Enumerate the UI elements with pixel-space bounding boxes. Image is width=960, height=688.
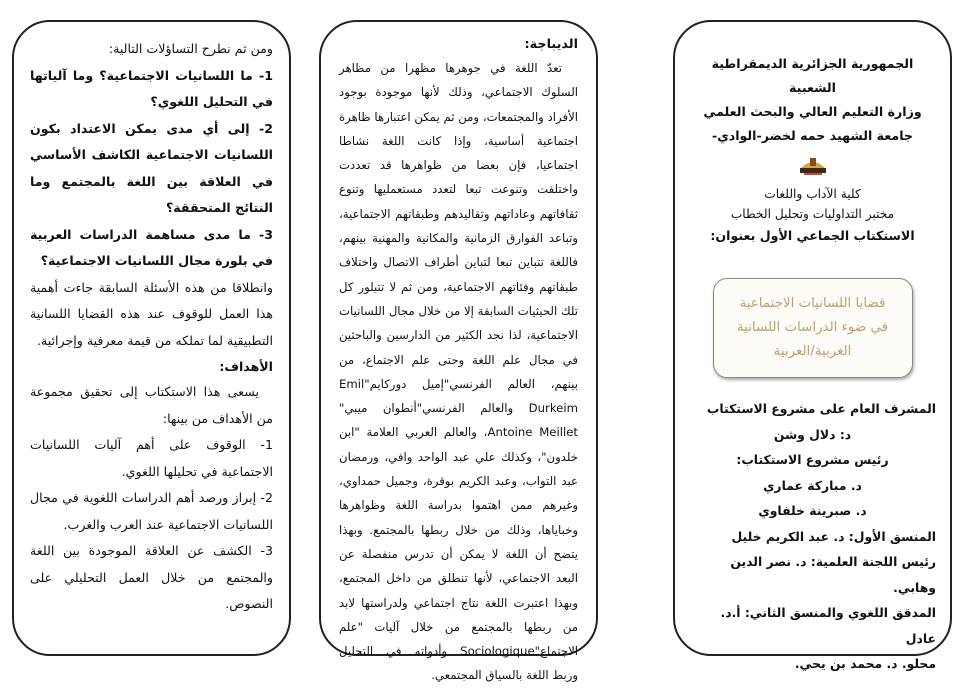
objectives-intro: يسعى هذا الاستكتاب إلى تحقيق مجموعة من الأهداف من بينها: (30, 384, 273, 426)
university-logo-icon (798, 154, 828, 176)
faculty-name: كلية الآداب واللغات (764, 187, 861, 201)
proofreader: المدقق اللغوي والمنسق الثاني: أ.د. عادل (720, 605, 936, 646)
question-2: 2- إلى أي مدى يمكن الاعتداد بكون اللسانيات الاجتماعية الكاشف الأساسي في العلاقة بين اللغة بالمجتمع وما النتائج المتحققة؟ (30, 120, 273, 215)
preamble-body: تعدّ اللغة في جوهرها مظهرا من مظاهر السلوك الاجتماعي، وذلك لأنها موجودة بوجود الأفراد والمجتمعات، ومن ثم يمكن اعتبارها ظاهرة اجتماعية أساسية، وإذا كانت اللغة نشاطا اجتماعيا، فإن بعضا من ظواهرها قد تعددت واختلفت وتنوعت تبعا لتعدد مستعمليها وتنوع ثقافاتهم وعاداتهم وتقاليدهم وطبقاتهم الاجتماعية، وتباعد الفوارق الزمانية والمكانية والمهنية بينهم، فاللغة تتباين تبعا لتباين أطراف الاتصال واختلاف طبقاتهم وفئاتهم الاجتماعية، ومن ثم لا تتبلور كل تلك الحيثيات السابقة إلا من خلال مجال اللسانيات الاجتماعية، لذا نجد الكثير من الدارسين والباحثين في مجال علم اللغة وحتى علم الاجتماع، من بينهم، العالم الفرنسي"إميل دوركايم"Emil Durkeim والعالم الفرنسي"أنطوان ميبي" Antoine Meillet، والعالم العربي العلامة "ابن خلدون"، وكذلك علي عبد الواحد وافي، ورمضان عبد التواب، وعبد الكريم بوقرة، وجميل حمداوي، وغيرهم ممن اهتموا بدراسة اللغة وظواهرها وخباياها، وذلك من خلال ربطها بالمجتمع. وبهذا يتضح أن اللغة لا يمكن أن تدرس منفصلة عن البعد الاجتماعي، لأنها تنطلق من داخل المجتمع، وبهذا اعتبرت اللغة نتاج اجتماعي ولدراستها لابد من ربطها بالمجتمع من خلال آليات "علم الاجتماع"Sociologique وأدواته في التحليل وربط اللغة بالسياق المجتمعي. (339, 61, 578, 683)
question-3: 3- ما مدى مساهمة الدراسات العربية في بلورة مجال اللسانيات الاجتماعية؟ (30, 226, 273, 268)
proofreader-continued: محلو. د. محمد بن يحي. (794, 656, 936, 671)
cover-panel (673, 20, 952, 671)
preamble-heading: الديباجة: (524, 37, 578, 52)
objective-2: 2- إبراز ورصد أهم الدراسات اللغوية في مجال اللسانيات الاجتماعية عند العرب والغرب. (30, 490, 273, 532)
importance-paragraph: وانطلاقا من هذه الأسئلة السابقة جاءت أهمية هذا العمل للوقوف عند هذه القضايا اللسانية التطبيقية لما تملكه من قيمة معرفية وإجرائية. (30, 279, 273, 348)
question-1: 1- ما اللسانيات الاجتماعية؟ وما آلياتها في التحليل اللغوي؟ (30, 67, 273, 109)
topic-title-box (713, 278, 913, 378)
ministry-name: وزارة التعليم العالي والبحث العلمي (703, 104, 922, 119)
scientific-committee-head: رئيس اللجنة العلمية: د. نصر الدين وهابي. (730, 554, 936, 595)
project-head-2: د. صبرينة خلفاوي (758, 503, 867, 518)
objectives-heading: الأهداف: (219, 359, 273, 374)
general-supervisor-label: المشرف العام على مشروع الاستكتاب (706, 401, 936, 416)
objective-3: 3- الكشف عن العلاقة الموجودة بين اللغة والمجتمع من خلال العمل التحليلي على النصوص. (30, 543, 273, 611)
objective-1: 1- الوقوف على أهم آليات اللسانيات الاجتماعية في تحليلها اللغوي. (30, 437, 273, 479)
topic-line-2: في ضوء الدراسات اللسانية (736, 320, 889, 335)
general-supervisor-name: د: دلال وشن (773, 426, 852, 442)
topic-line-1: قضايا اللسانيات الاجتماعية (739, 296, 886, 311)
republic-name: الجمهورية الجزائرية الديمقراطية الشعبية (711, 56, 914, 95)
project-head-label: رئيس مشروع الاستكتاب: (736, 452, 889, 467)
questions-intro: ومن ثم نطرح التساؤلات التالية: (108, 41, 273, 56)
questions-panel (12, 20, 291, 656)
call-title: الاستكتاب الجماعي الأول بعنوان: (710, 228, 915, 243)
preamble-panel (319, 20, 598, 683)
coordinator-1: المنسق الأول: د. عبد الكريم خليل (731, 528, 936, 544)
lab-name: مختبر التداوليات وتحليل الخطاب (730, 207, 895, 221)
topic-line-3: الغربية/العربية (773, 344, 852, 359)
university-name: جامعة الشهيد حمه لخضر-الوادي- (711, 128, 913, 143)
project-head-1: د. مباركة عماري (763, 477, 862, 493)
